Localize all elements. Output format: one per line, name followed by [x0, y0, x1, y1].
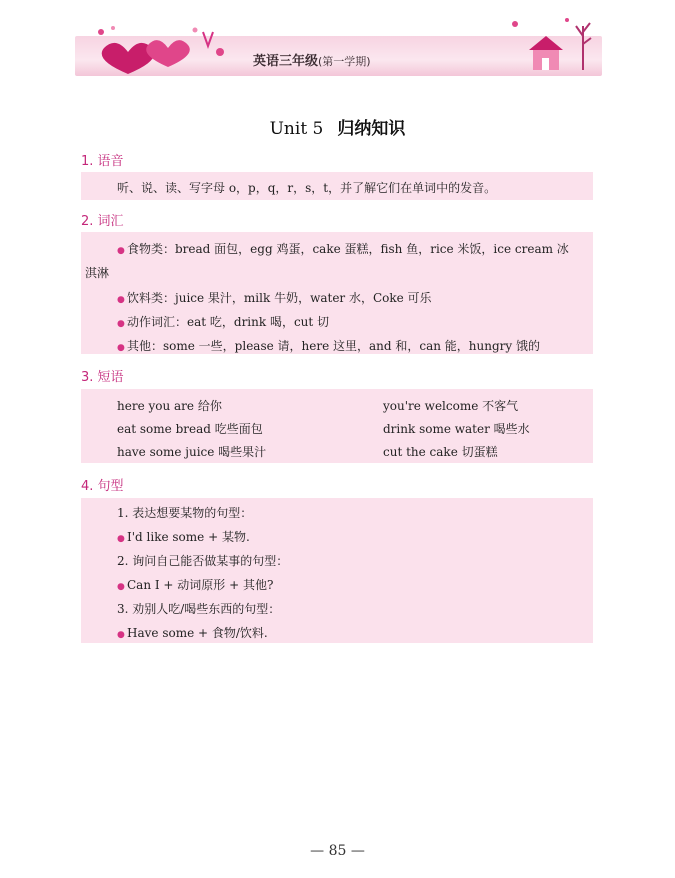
sentence-heading-3: 3. 劝别人吃/喝些东西的句型：	[117, 602, 281, 616]
sentence-pattern-2-text: Can I + 动词原形 + 其他?	[127, 578, 274, 592]
section-vocabulary-box	[81, 232, 593, 354]
bullet-dot-icon: ●	[117, 582, 125, 592]
phrase-item: here you are 给你	[117, 399, 222, 413]
section-pronunciation-heading: 1. 语音	[81, 154, 124, 169]
bullet-dot-icon: ●	[117, 343, 125, 353]
section-phrases-box	[81, 389, 593, 463]
vocab-line-others	[117, 337, 540, 354]
section-pronunciation-box	[81, 172, 593, 200]
sentence-heading-2: 2. 询问自己能否做某事的句型：	[117, 554, 289, 568]
bullet-dot-icon: ●	[117, 630, 125, 640]
vocab-actions-text: 动作词汇：eat 吃，drink 喝，cut 切	[127, 315, 330, 329]
book-title-subtitle: (第一学期)	[318, 55, 371, 68]
unit-number: Unit 5	[269, 119, 324, 139]
phrase-item: eat some bread 吃些面包	[117, 422, 263, 436]
unit-title-text: 归纳知识	[337, 119, 406, 139]
phrase-item: drink some water 喝些水	[383, 422, 530, 436]
pronunciation-text: 听、说、读、写字母 o，p，q，r，s，t，并了解它们在单词中的发音。	[117, 181, 497, 195]
bullet-dot-icon: ●	[117, 534, 125, 544]
page-number: — 85 —	[310, 843, 365, 859]
vocab-line-drinks	[117, 289, 432, 306]
page-header	[75, 8, 602, 74]
sentence-heading-1: 1. 表达想要某物的句型：	[117, 506, 253, 520]
book-title	[253, 50, 371, 69]
page-title	[0, 114, 675, 139]
vocab-line-actions	[117, 313, 329, 330]
bullet-dot-icon: ●	[117, 319, 125, 329]
sentence-pattern-3	[117, 624, 268, 641]
section-vocabulary-heading: 2. 词汇	[81, 214, 124, 229]
bullet-dot-icon: ●	[117, 295, 125, 305]
vocab-others-text: 其他：some 一些，please 请，here 这里，and 和，can 能，hungry 饿的	[127, 339, 541, 353]
phrase-item: you're welcome 不客气	[383, 399, 519, 413]
section-sentences-box	[81, 498, 593, 643]
vocab-drinks-text: 饮料类：juice 果汁，milk 牛奶，water 水，Coke 可乐	[127, 291, 432, 305]
vocab-food-text: 食物类：bread 面包，egg 鸡蛋，cake 蛋糕，fish 鱼，rice 米饭，ice cream 冰	[127, 242, 569, 256]
vocab-line-food-cont: 淇淋	[85, 266, 110, 280]
sentence-pattern-3-text: Have some + 食物/饮料.	[127, 626, 268, 640]
hearts-decoration-icon	[83, 22, 233, 74]
vocab-line-food	[117, 240, 569, 257]
section-sentences-heading: 4. 句型	[81, 479, 124, 494]
house-tree-decoration-icon	[505, 12, 600, 74]
sentence-pattern-2	[117, 576, 273, 593]
bullet-dot-icon: ●	[117, 246, 125, 256]
section-phrases-heading: 3. 短语	[81, 370, 124, 385]
phrase-item: cut the cake 切蛋糕	[383, 445, 498, 459]
sentence-pattern-1	[117, 528, 250, 545]
sentence-pattern-1-text: I'd like some + 某物.	[127, 530, 250, 544]
phrase-item: have some juice 喝些果汁	[117, 445, 267, 459]
book-title-main: 英语三年级	[253, 54, 319, 69]
